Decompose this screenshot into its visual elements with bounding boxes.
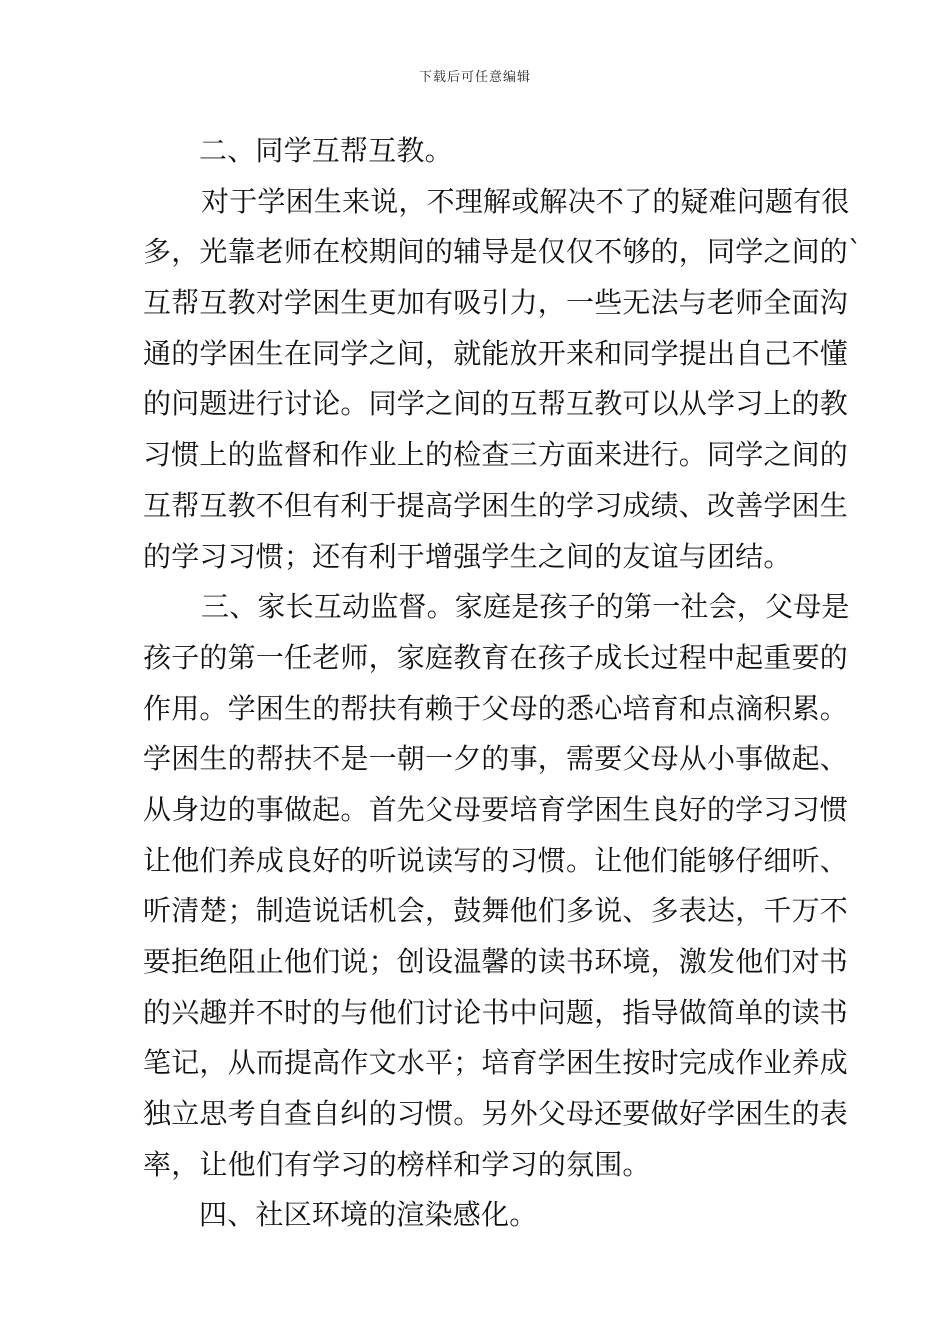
paragraph-line: 要拒绝阻止他们说；创设温馨的读书环境，激发他们对书 xyxy=(143,945,849,978)
paragraph-line: 互帮互教不但有利于提高学困生的学习成绩、改善学困生 xyxy=(143,488,849,522)
paragraph-line: 习惯上的监督和作业上的检查三方面来进行。同学之间的 xyxy=(143,438,849,472)
paragraph-line: 作用。学困生的帮扶有赖于父母的悉心培育和点滴积累。 xyxy=(143,691,849,725)
paragraph-line: 率，让他们有学习的榜样和学习的氛围。 xyxy=(143,1147,651,1181)
paragraph-line: 让他们养成良好的听说读写的习惯。让他们能够仔细听、 xyxy=(143,843,849,877)
paragraph-line: 学困生的帮扶不是一朝一夕的事，需要父母从小事做起、 xyxy=(143,742,849,776)
page-header-note: 下载后可任意编辑 xyxy=(418,70,531,85)
paragraph-line: 从身边的事做起。首先父母要培育学困生良好的学习习惯 xyxy=(143,792,849,826)
paragraph-line: 的学习习惯；还有利于增强学生之间的友谊与团结。 xyxy=(143,539,792,573)
paragraph-line: 互帮互教对学困生更加有吸引力，一些无法与老师全面沟 xyxy=(143,286,849,320)
paragraph-line: 对于学困生来说，不理解或解决不了的疑难问题有很 xyxy=(201,184,850,218)
paragraph-line: 多，光靠老师在校期间的辅导是仅仅不够的，同学之间的` xyxy=(143,235,863,269)
paragraph-line: 通的学困生在同学之间，就能放开来和同学提出自己不懂 xyxy=(143,336,849,370)
paragraph-line: 听清楚；制造说话机会，鼓舞他们多说、多表达，千万不 xyxy=(143,894,849,928)
paragraph-line: 的兴趣并不时的与他们讨论书中问题，指导做简单的读书 xyxy=(143,995,849,1029)
section-heading-4: 四、社区环境的渲染感化。 xyxy=(199,1198,538,1232)
paragraph-line: 笔记，从而提高作文水平；培育学困生按时完成作业养成 xyxy=(143,1046,849,1080)
section-heading-3-line: 三、家长互动监督。家庭是孩子的第一社会，父母是 xyxy=(201,590,850,624)
paragraph-line: 孩子的第一任老师，家庭教育在孩子成长过程中起重要的 xyxy=(143,640,849,674)
document-body xyxy=(143,126,863,1241)
section-heading-2: 二、同学互帮互教。 xyxy=(199,134,453,167)
paragraph-line: 独立思考自查自纠的习惯。另外父母还要做好学困生的表 xyxy=(143,1097,849,1131)
paragraph-line: 的问题进行讨论。同学之间的互帮互教可以从学习上的教 xyxy=(143,387,849,421)
